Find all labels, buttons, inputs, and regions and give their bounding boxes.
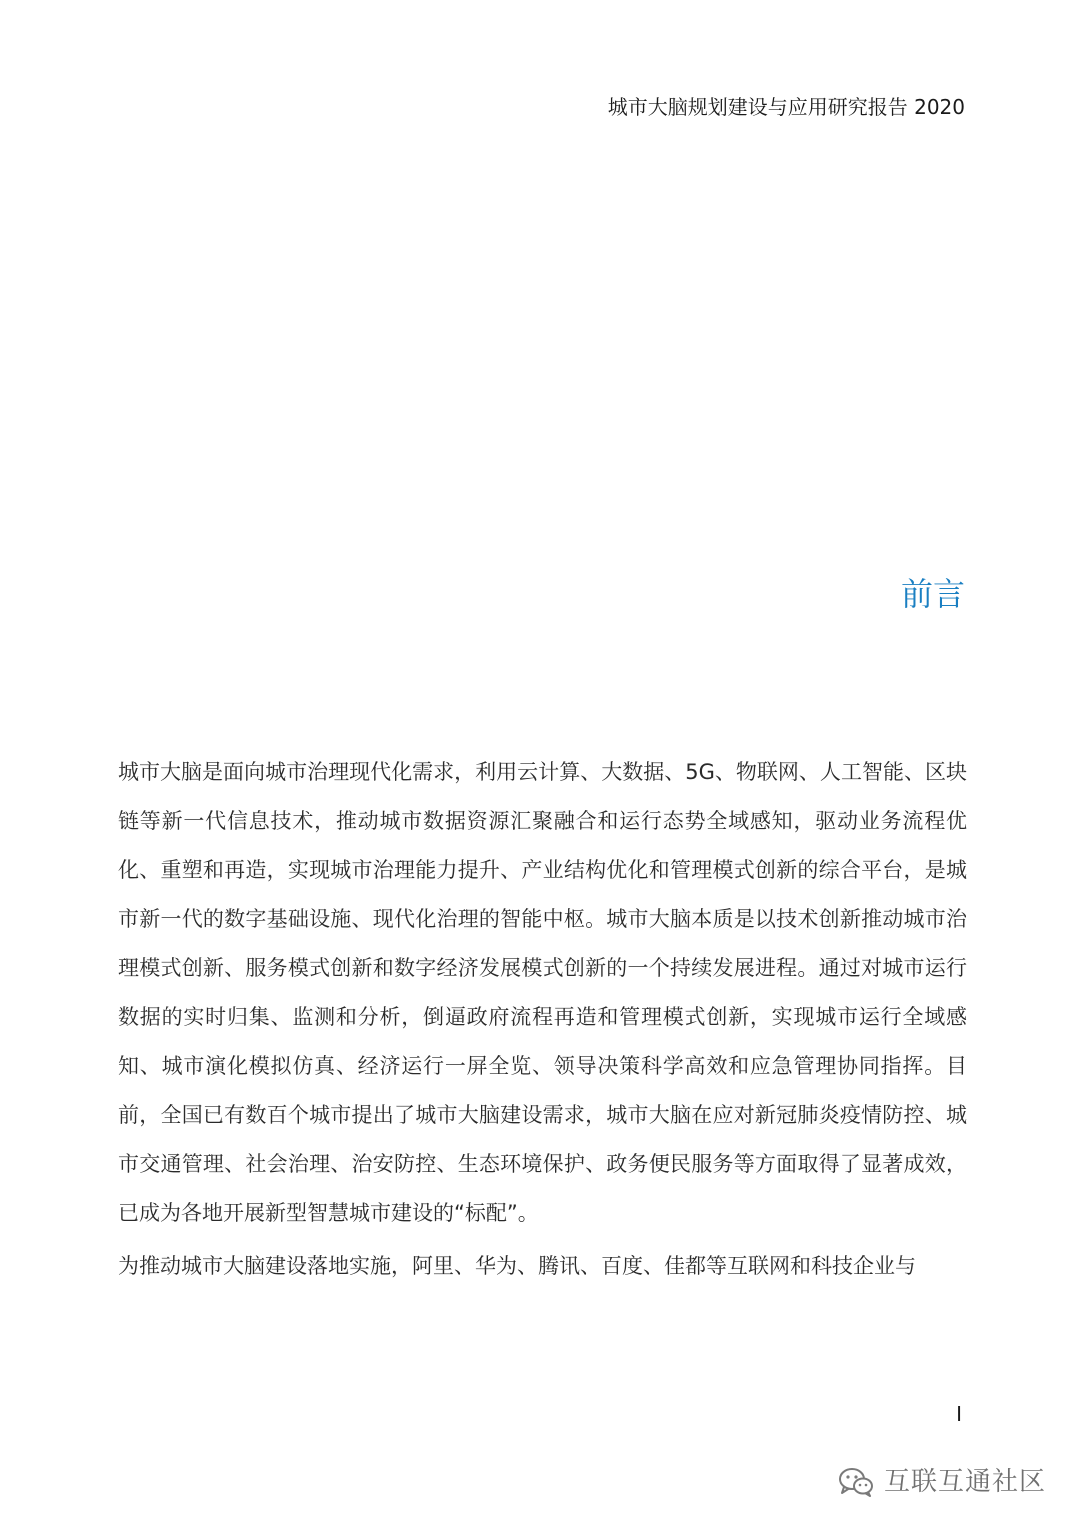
paragraph: 为推动城市大脑建设落地实施，阿里、华为、腾讯、百度、佳都等互联网和科技企业与 — [118, 1254, 916, 1278]
running-header-title: 城市大脑规划建设与应用研究报告 2020 — [607, 95, 965, 119]
body-text — [118, 748, 967, 1295]
page-number: I — [956, 1402, 962, 1426]
section-heading: 前言 — [900, 575, 965, 613]
wechat-icon — [838, 1467, 874, 1497]
watermark-text: 互联互通社区 — [883, 1467, 1046, 1497]
watermark — [838, 1464, 1046, 1500]
paragraph: 城市大脑是面向城市治理现代化需求，利用云计算、大数据、5G、物联网、人工智能、区块链等新一代信息技术，推动城市数据资源汇聚融合和运行态势全域感知，驱动业务流程优化、重塑和再造，实现城市治理能力提升、产业结构优化和管理模式创新的综合平台，是城市新一代的数字基础设施、现代化治理的智能中枢。城市大脑本质是以技术创新推动城市治理模式创新、服务模式创新和数字经济发展模式创新的一个持续发展进程。通过对城市运行数据的实时归集、监测和分析，倒逼政府流程再造和管理模式创新，实现城市运行全域感知、城市演化模拟仿真、经济运行一屏全览、领导决策科学高效和应急管理协同指挥。目前，全国已有数百个城市提出了城市大脑建设需求，城市大脑在应对新冠肺炎疫情防控、城市交通管理、社会治理、治安防控、生态环境保护、政务便民服务等方面取得了显著成效，已成为各地开展新型智慧城市建设的“标配”。 — [118, 760, 967, 1225]
